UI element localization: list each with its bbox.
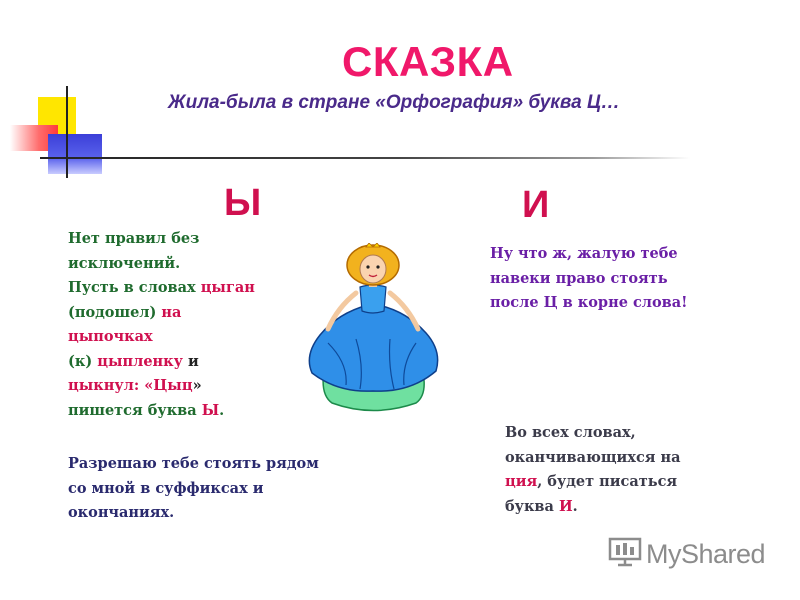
rules-line: исключений. [68,254,181,272]
slide-title: СКАЗКА [342,38,514,85]
decor-vertical-line [66,86,68,178]
rules-line: (подошел) на [68,303,182,321]
rules-line: (к) цыпленку и [68,352,199,370]
grant-line: навеки право стоять [490,269,668,287]
allow-line: со мной в суффиксах и [68,479,264,497]
rules-line: Нет правил без [68,230,200,247]
tsia-line: ция, будет писаться [505,473,678,490]
logo-text: MyShared [646,538,766,569]
princess-illustration [298,243,448,415]
suffix-permission-text-block [68,452,348,526]
root-rule-text-block [490,242,750,316]
allow-line: окончаниях. [68,504,175,521]
tsia-line: оканчивающихся на [505,448,681,466]
grant-line: Ну что ж, жалую тебе [490,245,678,262]
title-divider-line [40,157,690,159]
letter-i-heading: И [522,184,550,226]
grant-line: после Ц в корне слова! [490,294,688,311]
tsia-line: Во всех словах, [505,424,636,441]
exceptions-text-block [68,227,308,423]
presentation-board-icon [608,537,642,571]
rules-line: цыкнул: «Цыц» [68,377,202,394]
rules-line: цыпочках [68,328,153,345]
myshared-logo [608,537,765,571]
rules-line: пишется буква Ы. [68,401,225,419]
slide-subtitle: Жила-была в стране «Орфография» буква Ц… [168,92,620,113]
tsia-line: буква И. [505,497,578,515]
letter-y-heading: Ы [224,182,262,224]
rules-line: Пусть в словах цыган [68,279,255,296]
tsia-rule-text-block [505,421,765,519]
decor-blue-square [48,134,102,174]
allow-line: Разрешаю тебе стоять рядом [68,455,319,472]
